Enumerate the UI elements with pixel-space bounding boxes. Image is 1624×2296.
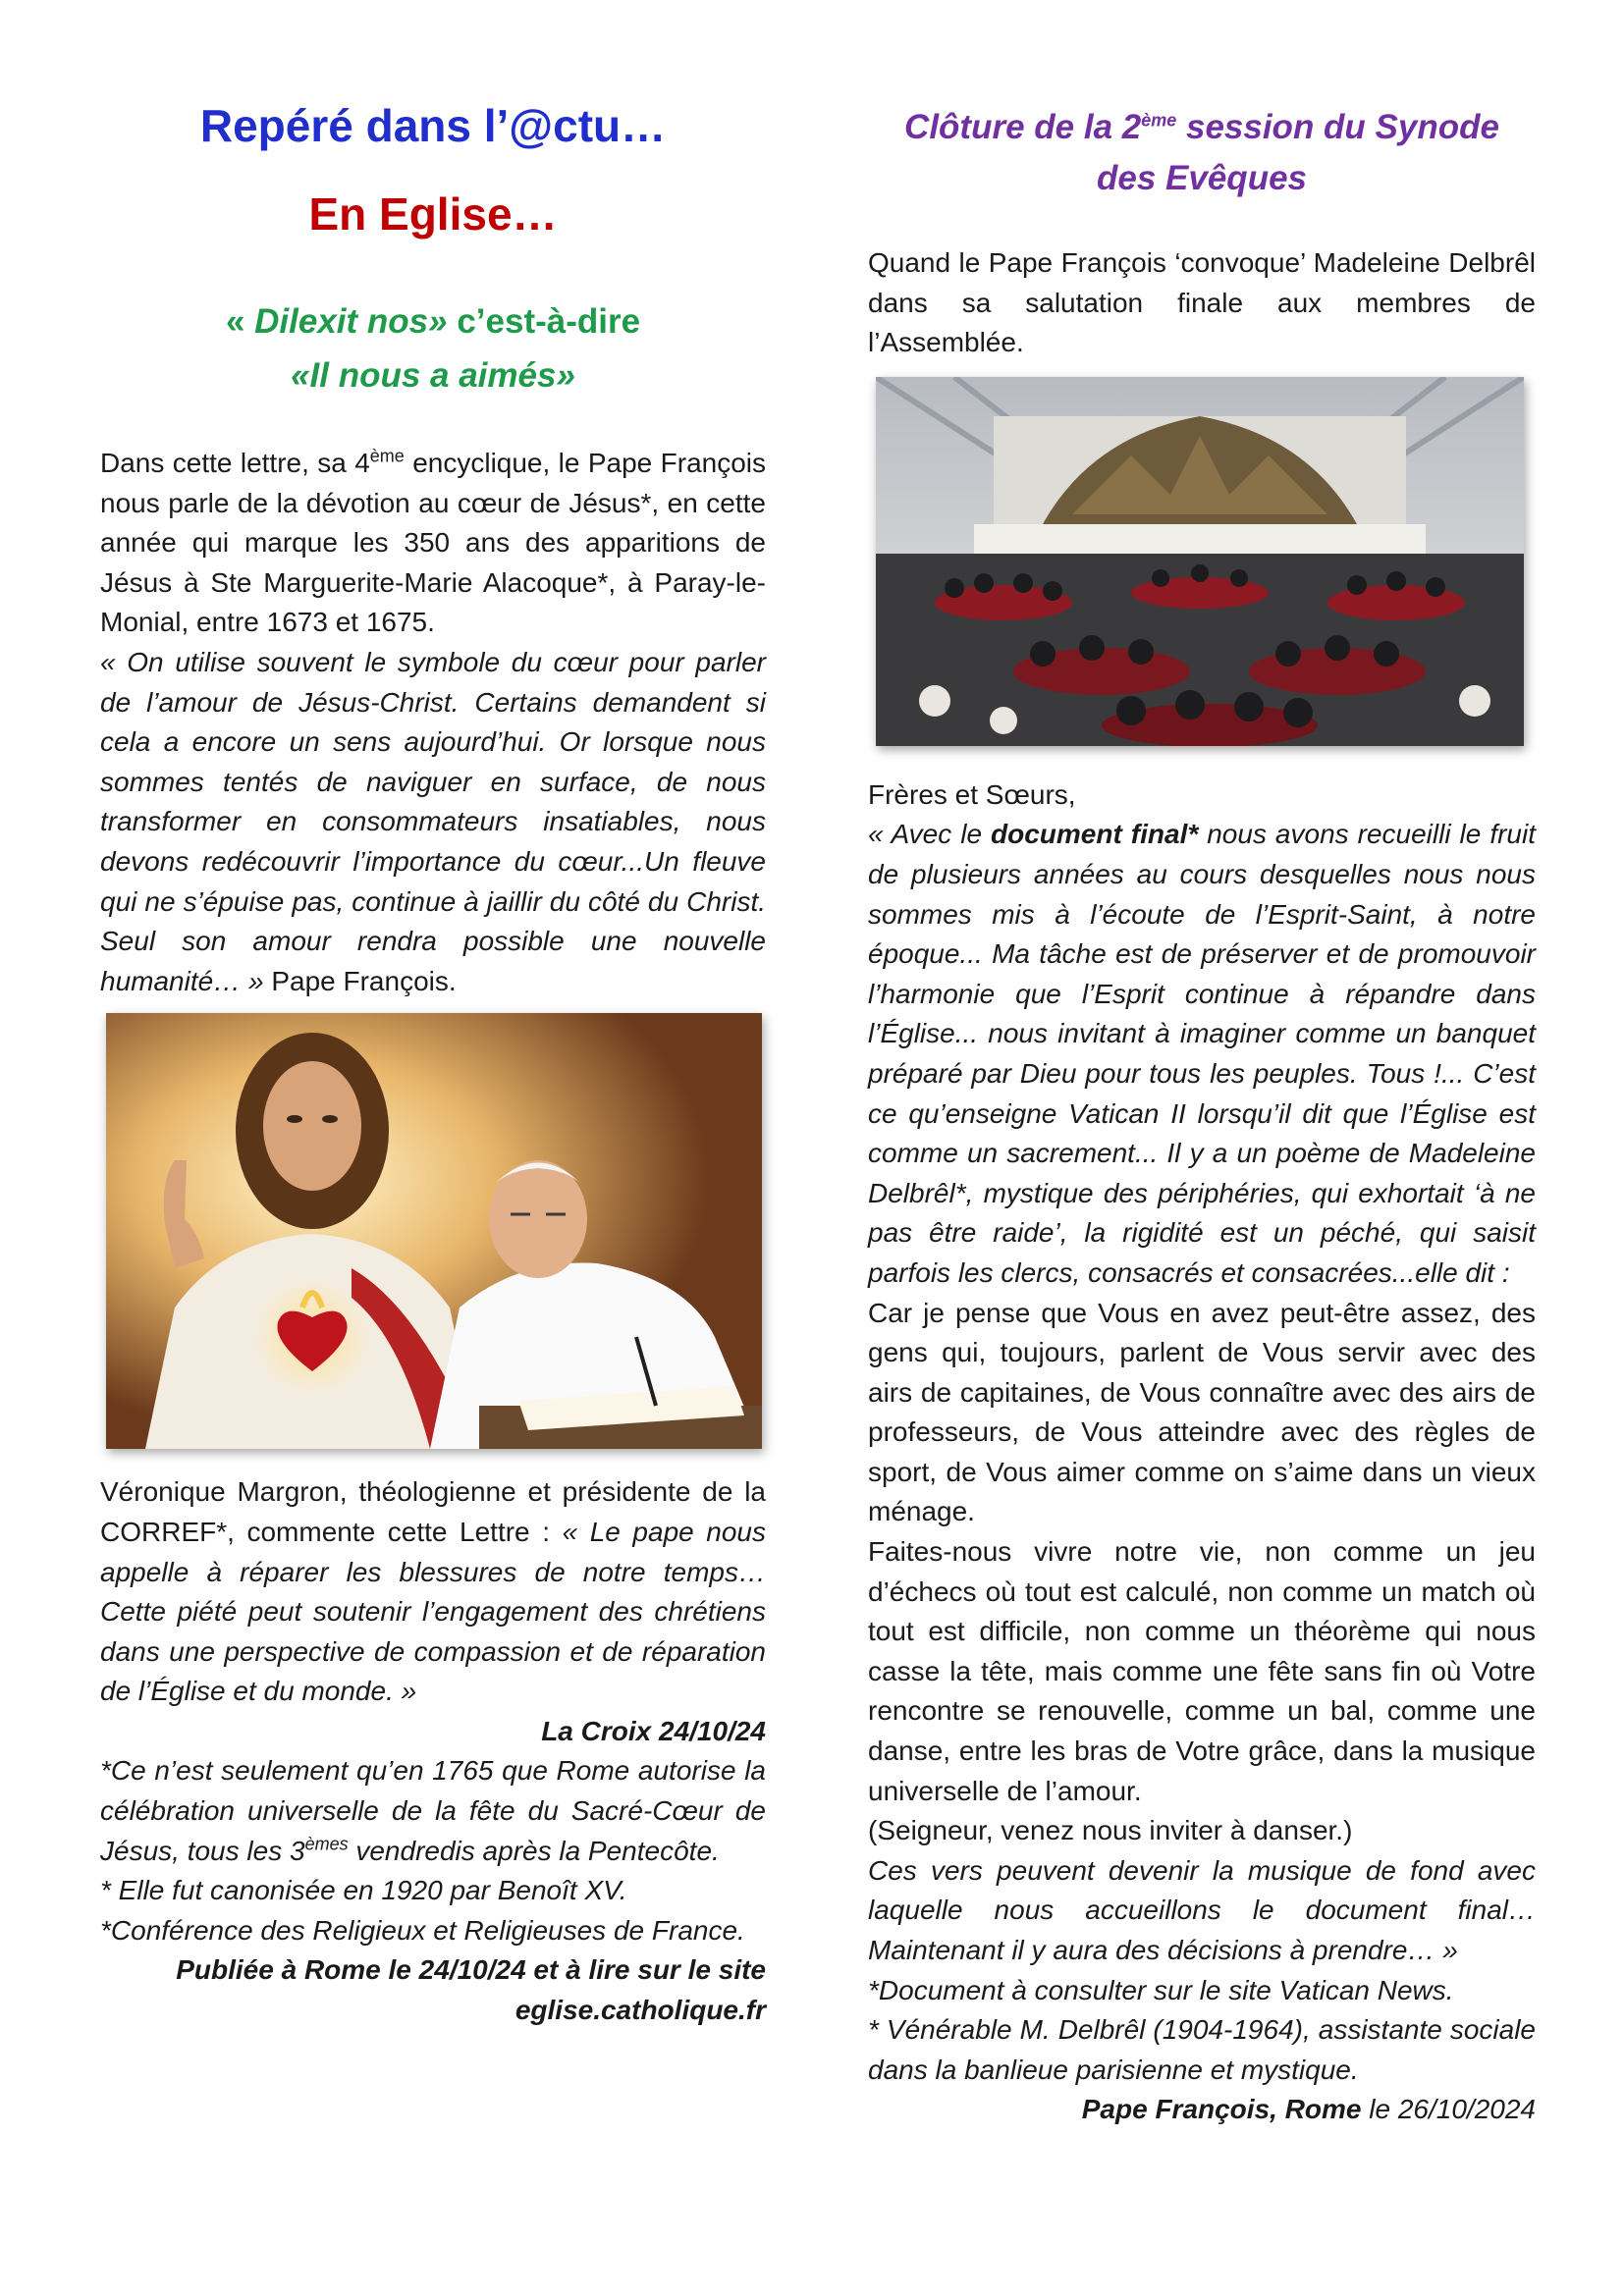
footnote-canonisation: * Elle fut canonisée en 1920 par Benoît XV.	[100, 1875, 627, 1906]
source-la-croix: La Croix 24/10/24	[541, 1715, 766, 1746]
poem-stanza-1: Car je pense que Vous en avez peut-être assez, des gens qui, toujours, parlent de Vous servir avec des airs de capitaines, de Vous connaître avec des airs de professeurs, de Vous atteindre avec des règles de sport, de Vous aimer comme on s’aime dans un vieux ménage.	[868, 1297, 1536, 1527]
dilexit-nos-text: Dilexit nos»	[254, 302, 448, 341]
signature: Pape François, Rome le 26/10/2024	[1081, 2094, 1536, 2125]
jesus-sacred-heart-pope-image	[106, 1013, 762, 1449]
poem-stanza-3: (Seigneur, venez nous inviter à danser.)	[868, 1815, 1353, 1846]
heading-reperé: Repéré dans l’@ctu…	[199, 100, 667, 151]
intro-paragraph: Dans cette lettre, sa 4ème encyclique, le Pape François nous parle de la dévotion au cœur de Jésus*, en cette année qui marque les 350 ans des apparitions de Jésus à Ste Marguerite-Marie Alacoque*, à Paray-le-Monial, entre 1673 et 1675. « On utilise souvent le symbole du cœur pour parler de l’amour de Jésus-Christ. Certains demandent si cela a encore un sens aujourd’hui. Or lorsque nous sommes tentés de naviguer en surface, de nous transformer en consommateurs insatiables, nous devons redécouvrir l’importance du cœur...Un fleuve qui ne s’épuise pas, continue à jaillir du côté du Christ. Seul son amour rendra possible une nouvelle humanité… » Pape François.	[100, 446, 766, 996]
pope-speech: « Avec le document final* nous avons recueilli le fruit de plusieurs années au cours desquelles nous nous sommes mis à l’écoute de l’Esprit-Saint, à notre époque... Ma tâche est de préserver et de promouvoir l’harmonie que l’Esprit continue à répandre dans l’Église... nous invitant à imaginer comme un banquet préparé par Dieu pour tous les peuples. Tous !... C’est ce qu’enseigne Vatican II lorsqu’il dit que l’Église est comme un sacrement... Il y a un poème de Madeleine Delbrêl*, mystique des périphéries, qui exhortait ‘à ne pas être raide’, la rigidité est un péché, qui saisit parfois les clercs, consacrés et consacrées...elle dit :	[868, 819, 1536, 1288]
heading-en-eglise: En Eglise…	[308, 188, 558, 240]
footnote-document: *Document à consulter sur le site Vatican News.	[868, 1974, 1454, 2005]
right-column	[868, 102, 1536, 2130]
poem-stanza-2: Faites-nous vivre notre vie, non comme un jeu d’échecs où tout est calculé, non comme un match où tout est difficile, non comme un théorème qui nous casse la tête, mais comme une fête sans fin où Votre rencontre se renouvelle, comme un bal, comme une danse, entre les bras de Votre grâce, dans la musique universelle de l’amour.	[868, 1536, 1536, 1806]
encyclical-title-line1: « Dilexit nos» c’est-à-dire	[225, 302, 641, 341]
synod-title	[868, 102, 1536, 204]
footnote-corref: *Conférence des Religieux et Religieuses de France.	[100, 1914, 745, 1946]
synod-intro: Quand le Pape François ‘convoque’ Madeleine Delbrêl dans sa salutation finale aux membres de l’Assemblée.	[868, 247, 1536, 358]
synod-title-line2: des Evêques	[1097, 159, 1307, 197]
greeting: Frères et Sœurs,	[868, 778, 1076, 810]
speech-closing: Ces vers peuvent devenir la musique de fond avec laquelle nous accueillons le document final… Maintenant il y aura des décisions à prendre… »	[868, 1854, 1536, 1965]
publication-line-2: eglise.catholique.fr	[514, 1995, 766, 2026]
encyclical-title	[100, 294, 766, 402]
sacred-heart-illustration	[106, 1013, 762, 1449]
left-column	[100, 98, 766, 2031]
synod-title-line1: Clôture de la 2ème session du Synode	[904, 108, 1499, 146]
publication-line-1: Publiée à Rome le 24/10/24 et à lire sur le site	[176, 1954, 766, 1986]
encyclical-title-line2: «Il nous a aimés»	[291, 356, 575, 395]
footnote-sacre-coeur: *Ce n’est seulement qu’en 1765 que Rome autorise la célébration universelle de la fête du Sacré-Cœur de Jésus, tous les 3èmes vendredis après la Pentecôte.	[100, 1755, 766, 1866]
encyclical-quote: « On utilise souvent le symbole du cœur pour parler de l’amour de Jésus-Christ. Certains demandent si cela a encore un sens aujourd’hui. Or lorsque nous sommes tentés de naviguer en surface, de nous transformer en consommateurs insatiables, nous devons redécouvrir l’importance du cœur...Un fleuve qui ne s’épuise pas, continue à jaillir du côté du Christ. Seul son amour rendra possible une nouvelle humanité… »	[100, 646, 766, 996]
margron-paragraph: Véronique Margron, théologienne et présidente de la CORREF*, commente cette Lettre : « Le pape nous appelle à réparer les blessures de notre temps… Cette piété peut soutenir l’engagement des chrétiens dans une perspective de compassion et de réparation de l’Église et du monde. »	[100, 1476, 767, 1707]
synod-assembly-photo	[876, 377, 1524, 746]
synod-hall-illustration	[876, 377, 1524, 746]
footnote-delbrel: * Vénérable M. Delbrêl (1904-1964), assistante sociale dans la banlieue parisienne et mystique.	[868, 2014, 1536, 2085]
quote-author: Pape François.	[263, 965, 457, 996]
margron-quote: « Le pape nous appelle à réparer les blessures de notre temps… Cette piété peut soutenir l’engagement des chrétiens dans une perspective de compassion et de réparation de l’Église et du monde. »	[100, 1516, 767, 1707]
document-final-emphasis: document final*	[991, 819, 1199, 850]
